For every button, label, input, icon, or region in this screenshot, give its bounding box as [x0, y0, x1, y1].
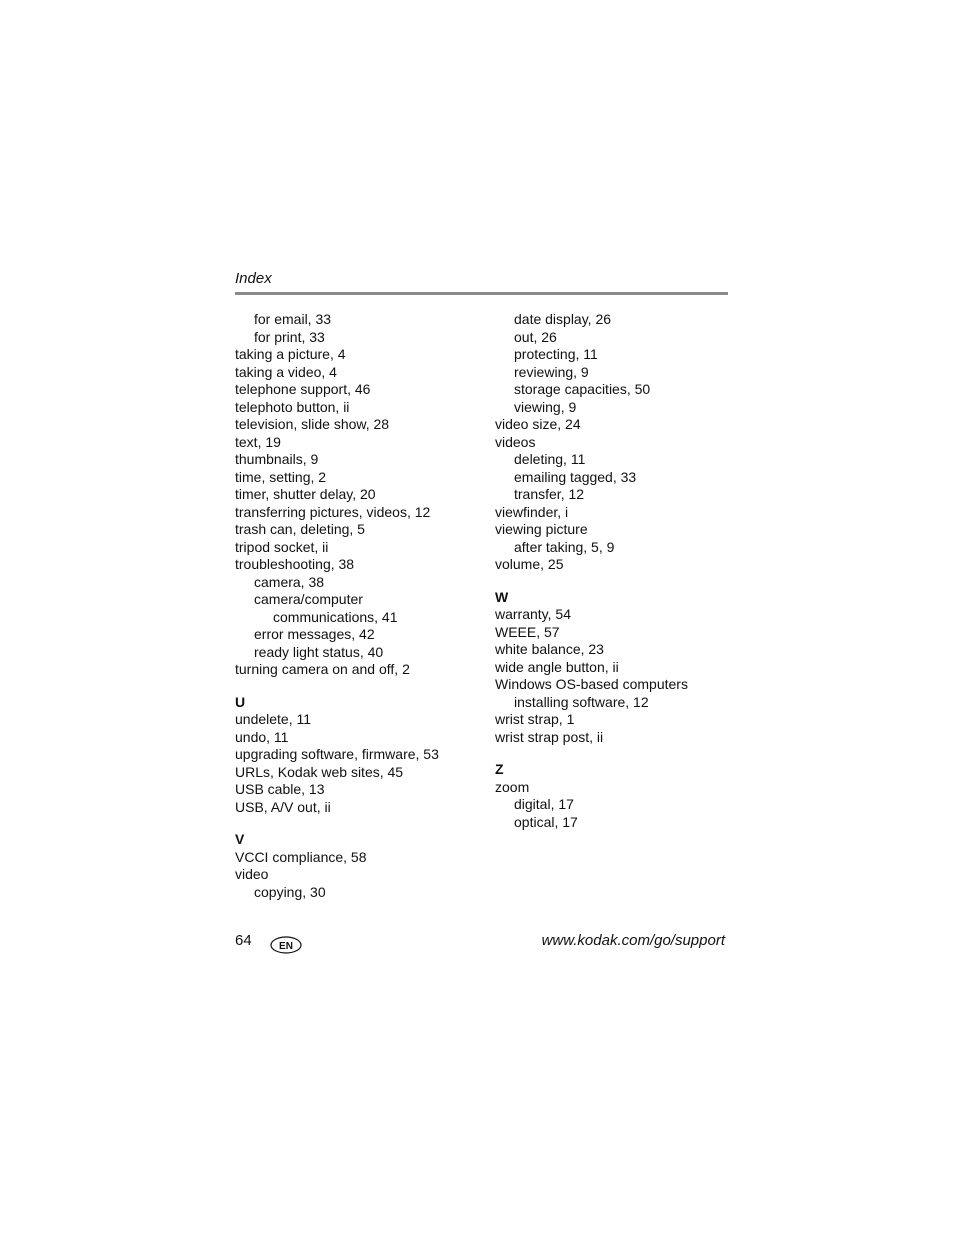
- index-entry: URLs, Kodak web sites, 45: [235, 763, 404, 780]
- index-column-left: [235, 311, 490, 901]
- index-column-right: [495, 311, 730, 831]
- index-subentry: transfer, 12: [514, 486, 585, 502]
- index-subentry: date display, 26: [514, 311, 612, 327]
- index-entry: television, slide show, 28: [235, 416, 390, 432]
- index-entry: zoom: [495, 778, 530, 795]
- index-subentry: viewing, 9: [514, 398, 577, 415]
- index-entry: transferring pictures, videos, 12: [235, 503, 431, 520]
- index-subentry: error messages, 42: [254, 626, 375, 642]
- index-subentry: digital, 17: [514, 796, 574, 812]
- index-letter-heading: W: [495, 588, 509, 605]
- index-entry: Windows OS-based computers: [495, 676, 688, 692]
- index-subentry: installing software, 12: [514, 693, 649, 710]
- index-letter-heading: U: [235, 693, 246, 710]
- index-subentry: after taking, 5, 9: [514, 538, 615, 555]
- index-entry: tripod socket, ii: [235, 538, 329, 555]
- index-entry: timer, shutter delay, 20: [235, 486, 376, 502]
- index-entry: telephoto button, ii: [235, 398, 350, 415]
- index-subentry: ready light status, 40: [254, 643, 384, 660]
- header-divider: [235, 292, 728, 295]
- index-entry: undo, 11: [235, 728, 289, 745]
- index-entry: thumbnails, 9: [235, 451, 319, 467]
- index-subentry: reviewing, 9: [514, 363, 589, 380]
- index-subentry: communications, 41: [273, 608, 398, 625]
- index-entry: trash can, deleting, 5: [235, 521, 365, 537]
- index-entry: videos: [495, 433, 536, 450]
- index-entry: warranty, 54: [495, 606, 571, 622]
- index-letter-heading: V: [235, 831, 245, 847]
- support-url[interactable]: www.kodak.com/go/support: [541, 932, 725, 949]
- section-gap: [495, 574, 730, 589]
- index-subentry: for email, 33: [254, 311, 332, 327]
- index-entry: viewing picture: [495, 521, 588, 537]
- index-entry: wrist strap, 1: [495, 711, 575, 727]
- index-subentry: copying, 30: [254, 883, 326, 900]
- index-entry: telephone support, 46: [235, 381, 371, 397]
- language-badge-label: EN: [279, 941, 293, 952]
- index-subentry: deleting, 11: [514, 451, 586, 467]
- index-entry: USB cable, 13: [235, 781, 325, 797]
- index-entry: USB, A/V out, ii: [235, 798, 331, 815]
- index-entry: video: [235, 866, 269, 882]
- index-entry: wrist strap post, ii: [495, 728, 604, 745]
- index-entry: viewfinder, i: [495, 503, 569, 520]
- index-subentry: for print, 33: [254, 328, 325, 345]
- index-entry: text, 19: [235, 433, 281, 450]
- index-subentry: camera, 38: [254, 573, 325, 590]
- index-subentry: protecting, 11: [514, 346, 598, 362]
- index-subentry: optical, 17: [514, 813, 578, 830]
- index-subentry: emailing tagged, 33: [514, 468, 637, 485]
- index-entry: white balance, 23: [495, 641, 604, 657]
- index-entry: time, setting, 2: [235, 468, 327, 485]
- index-subentry: storage capacities, 50: [514, 381, 651, 397]
- index-entry: WEEE, 57: [495, 623, 560, 640]
- section-gap: [495, 746, 730, 761]
- index-entry: turning camera on and off, 2: [235, 661, 410, 677]
- language-badge-icon: [270, 936, 302, 954]
- page-number: 64: [235, 932, 252, 949]
- index-entry: undelete, 11: [235, 711, 312, 727]
- section-gap: [235, 679, 490, 694]
- index-entry: taking a picture, 4: [235, 346, 346, 362]
- index-entry: upgrading software, firmware, 53: [235, 746, 439, 762]
- index-subentry: camera/computer: [254, 591, 363, 607]
- section-gap: [235, 816, 490, 831]
- index-entry: video size, 24: [495, 416, 581, 432]
- index-entry: volume, 25: [495, 556, 564, 572]
- index-entry: wide angle button, ii: [495, 658, 619, 675]
- index-letter-heading: Z: [495, 761, 504, 777]
- index-subentry: out, 26: [514, 328, 557, 345]
- index-entry: taking a video, 4: [235, 363, 337, 380]
- index-entry: VCCI compliance, 58: [235, 848, 367, 865]
- index-entry: troubleshooting, 38: [235, 556, 355, 572]
- page-header-title: Index: [235, 270, 272, 287]
